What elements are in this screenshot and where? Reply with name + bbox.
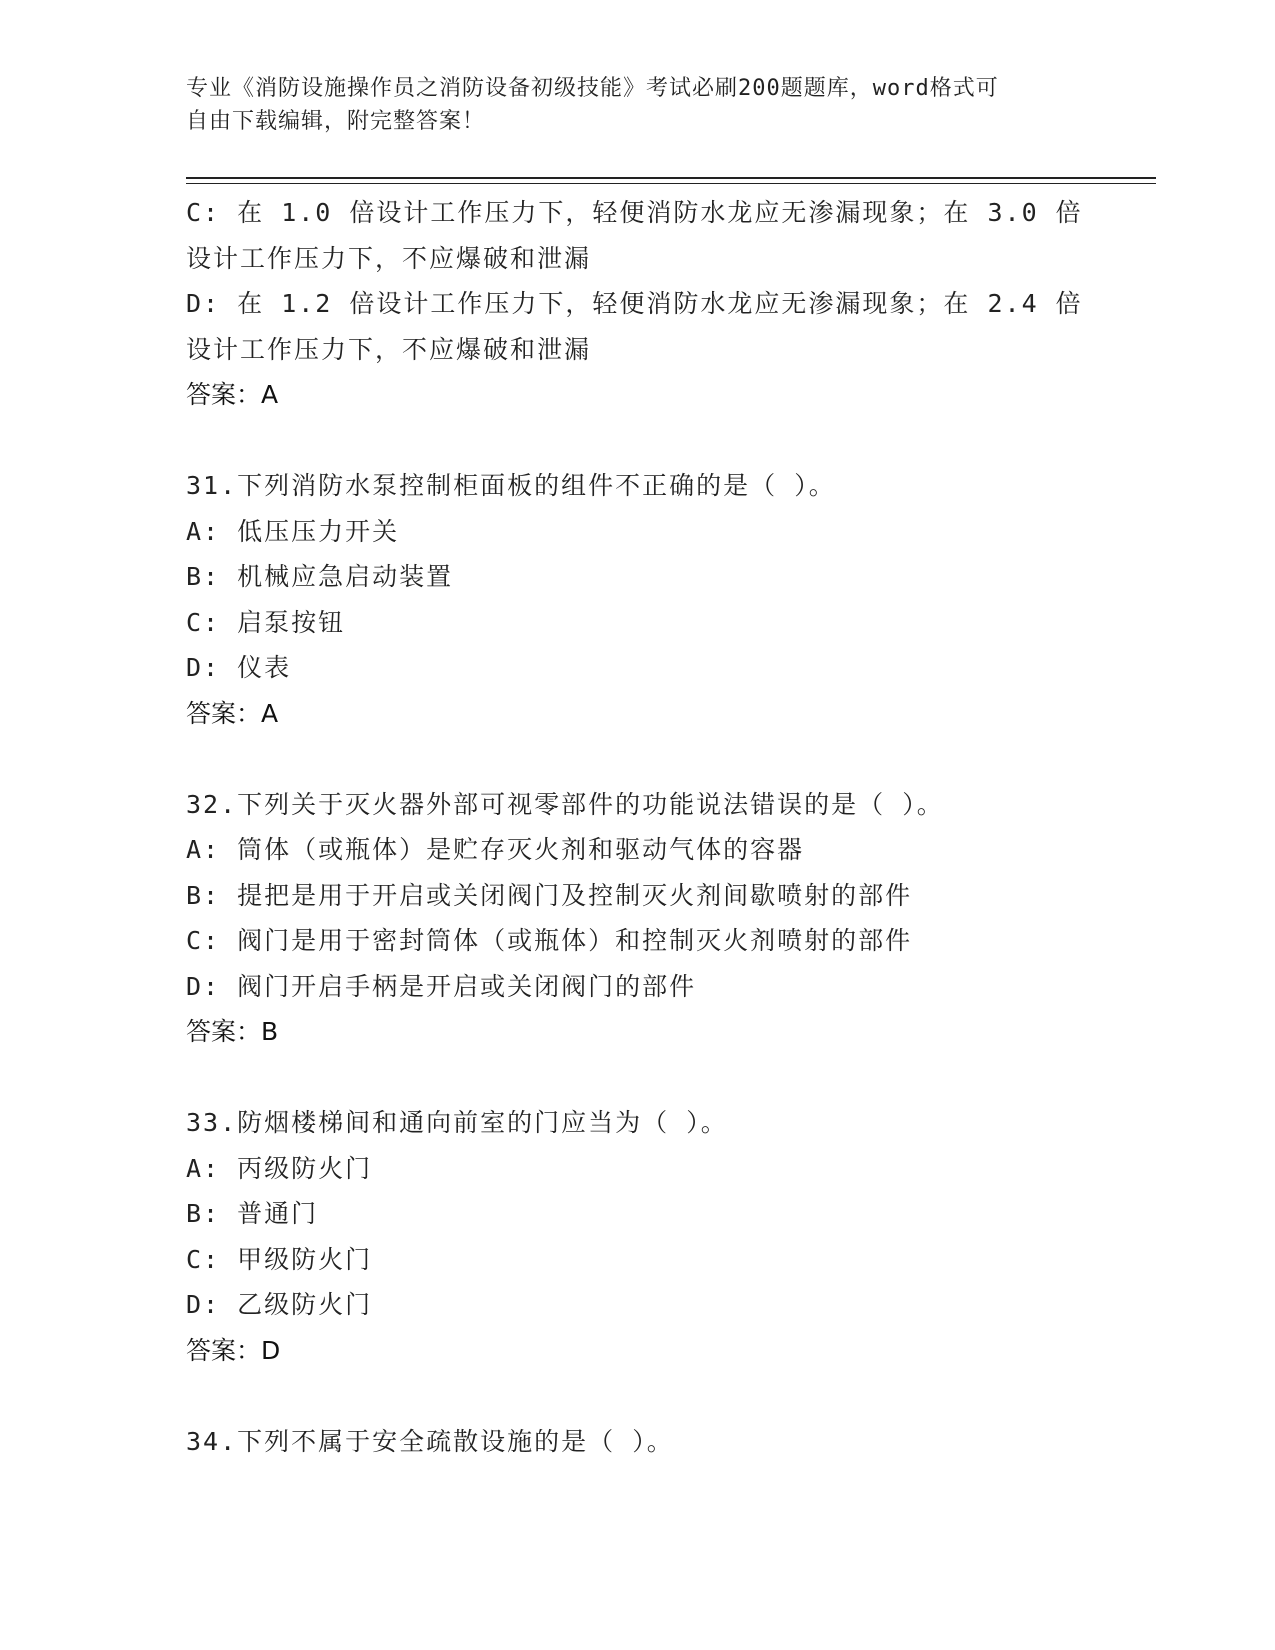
question-stem: 31.下列消防水泵控制柜面板的组件不正确的是（ ）。 — [186, 471, 836, 500]
document-body — [186, 190, 1086, 1464]
option-c-line-1: C: 在 1.0 倍设计工作压力下，轻便消防水龙应无渗漏现象；在 3.0 倍 — [186, 198, 1083, 227]
option-c: C: 阀门是用于密封筒体（或瓶体）和控制灭火剂喷射的部件 — [186, 926, 913, 955]
document-header — [186, 72, 1066, 138]
question-34 — [186, 1419, 1086, 1465]
option-a: A: 筒体（或瓶体）是贮存灭火剂和驱动气体的容器 — [186, 835, 805, 864]
spacer — [186, 1055, 1086, 1101]
option-b: B: 机械应急启动装置 — [186, 562, 454, 591]
answer-label: 答案：B — [186, 1017, 279, 1046]
option-d: D: 乙级防火门 — [186, 1290, 373, 1319]
option-c: C: 甲级防火门 — [186, 1244, 373, 1274]
question-stem: 33.防烟楼梯间和通向前室的门应当为（ ）。 — [186, 1108, 728, 1137]
option-d: D: 仪表 — [186, 653, 292, 682]
option-b: B: 提把是用于开启或关闭阀门及控制灭火剂间歇喷射的部件 — [186, 880, 913, 910]
option-d-line-1: D: 在 1.2 倍设计工作压力下，轻便消防水龙应无渗漏现象；在 2.4 倍 — [186, 289, 1083, 318]
answer-label: 答案：A — [186, 380, 279, 409]
question-stem: 34.下列不属于安全疏散设施的是（ ）。 — [186, 1426, 674, 1456]
question-stem: 32.下列关于灭火器外部可视零部件的功能说法错误的是（ ）。 — [186, 789, 944, 819]
header-line-2: 自由下载编辑，附完整答案！ — [186, 109, 486, 134]
option-b: B: 普通门 — [186, 1199, 319, 1228]
spacer — [186, 418, 1086, 464]
header-divider-thin — [186, 183, 1156, 184]
question-33 — [186, 1100, 1086, 1373]
header-divider-thick — [186, 177, 1156, 179]
option-a: A: 丙级防火门 — [186, 1153, 373, 1183]
answer-label: 答案：A — [186, 698, 279, 728]
option-a: A: 低压压力开关 — [186, 516, 400, 546]
question-32 — [186, 782, 1086, 1055]
option-c: C: 启泵按钮 — [186, 607, 346, 637]
header-line-1: 专业《消防设施操作员之消防设备初级技能》考试必刷200题题库，word格式可 — [186, 76, 999, 101]
answer-label: 答案：D — [186, 1335, 281, 1365]
question-31 — [186, 463, 1086, 736]
spacer — [186, 736, 1086, 782]
spacer — [186, 1373, 1086, 1419]
option-c-line-2: 设计工作压力下，不应爆破和泄漏 — [186, 243, 592, 273]
option-d-line-2: 设计工作压力下，不应爆破和泄漏 — [186, 334, 592, 364]
continued-question — [186, 190, 1086, 418]
option-d: D: 阀门开启手柄是开启或关闭阀门的部件 — [186, 971, 697, 1001]
